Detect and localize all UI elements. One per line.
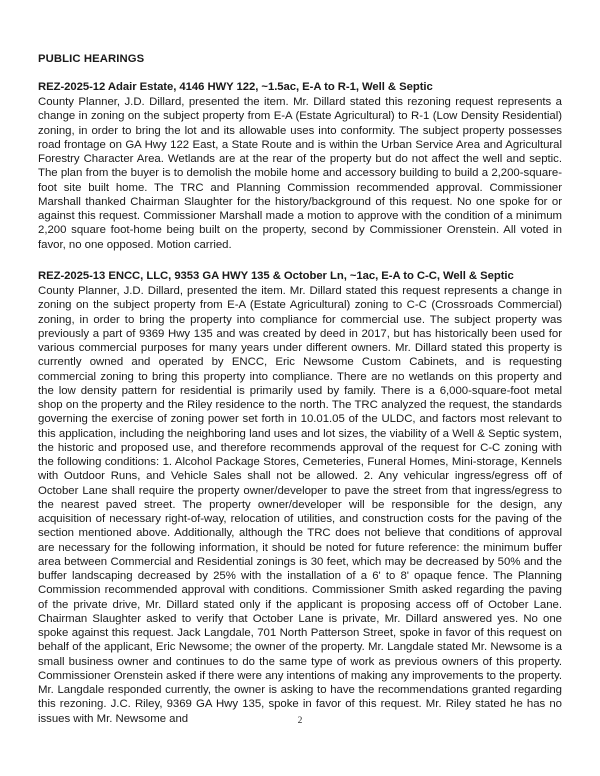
page-number: 2: [297, 716, 303, 726]
page-content: [38, 52, 562, 726]
hearing-item: [38, 80, 562, 252]
page-title: PUBLIC HEARINGS: [38, 53, 145, 65]
hearing-title: REZ-2025-13 ENCC, LLC, 9353 GA HWY 135 & October Ln, ~1ac, E-A to C-C, Well & Septic: [38, 269, 514, 282]
hearing-body: County Planner, J.D. Dillard, presented the item. Mr. Dillard stated this rezoning request represents a change in zoning on the subject property from E-A (Estate Agricultural) to R-1 (Low Density Residential) zoning, in order to bring the lot and its allowable uses into conformity. The subject property possesses road frontage on GA Hwy 122 East, a State Route and is within the Urban Service Area and Agricultural Forestry Character Area. Wetlands are at the rear of the property but do not affect the well and septic. The plan from the buyer is to demolish the mobile home and accessory building to build a 2,200-square-foot site built home. The TRC and Planning Commission recommended approval. Commissioner Marshall thanked Chairman Slaughter for the history/background of this request. No one spoke for or against this request. Commissioner Marshall made a motion to approve with the condition of a minimum 2,200 square foot-home being built on the property, second by Commissioner Orenstein. All voted in favor, no one opposed. Motion carried.: [38, 96, 562, 251]
hearing-body: County Planner, J.D. Dillard, presented the item. Mr. Dillard stated this request represents a change in zoning on the subject property from E-A (Estate Agricultural) zoning to C-C (Crossroads Commercial) zoning, in order to bring the property into compliance for commercial use. The subject property was previously a part of 9369 Hwy 135 and was created by deed in 2017, but has historically been used for various commercial purposes for many years under different owners. Mr. Dillard stated this property is currently owned and operated by ENCC, Eric Newsome Custom Cabinets, and is requesting commercial zoning to bring this property into compliance. There are no wetlands on this property and the low density pattern for residential is primarily used by family. There is a 6,000-square-foot metal shop on the property and the Riley residence to the north. The TRC analyzed the request, the standards governing the exercise of zoning power set forth in 10.01.05 of the ULDC, and factors most relevant to this application, including the neighboring land uses and lot sizes, the viability of a Well & Septic system, the historic and proposed use, and therefore recommends approval of the request for C-C zoning with the following conditions: 1. Alcohol Package Stores, Cemeteries, Funeral Homes, Mini-storage, Kennels with Outdoor Runs, and Vehicle Sales shall not be allowed. 2. Any vehicular ingress/egress off of October Lane shall require the property owner/developer to pave the street from that ingress/egress to the nearest paved street. The property owner/developer will be responsible for the design, any acquisition of necessary right-of-way, relocation of utilities, and construction costs for the paving of the section mentioned above. Additionally, although the TRC does not believe that conditions of approval are necessary for the following information, it should be noted for future reference: the minimum buffer area between Commercial and Residential zonings is 30 feet, which may be decreased by 50% and the buffer landscaping decreased by 25% with the installation of a 6' to 8' opaque fence. The Planning Commission recommended approval with conditions. Commissioner Smith asked regarding the paving of the private drive, Mr. Dillard stated only if the applicant is proposing access off of October Lane. Chairman Slaughter asked to verify that October Lane is private, Mr. Dillard answered yes. No one spoke against this request. Jack Langdale, 701 North Patterson Street, spoke in favor of this request on behalf of the applicant, Eric Newsome; the owner of the property. Mr. Langdale stated Mr. Newsome is a small business owner and continues to do the same type of work as previous owners of this property. Commissioner Orenstein asked if there were any intentions of making any improvements to the property. Mr. Langdale responded currently, the owner is asking to have the recommendations granted regarding this rezoning. J.C. Riley, 9369 GA Hwy 135, spoke in favor of this request. Mr. Riley stated he has no issues with Mr. Newsome and: [38, 285, 562, 725]
hearing-item: [38, 269, 562, 726]
hearing-title: REZ-2025-12 Adair Estate, 4146 HWY 122, ~1.5ac, E-A to R-1, Well & Septic: [38, 81, 433, 93]
